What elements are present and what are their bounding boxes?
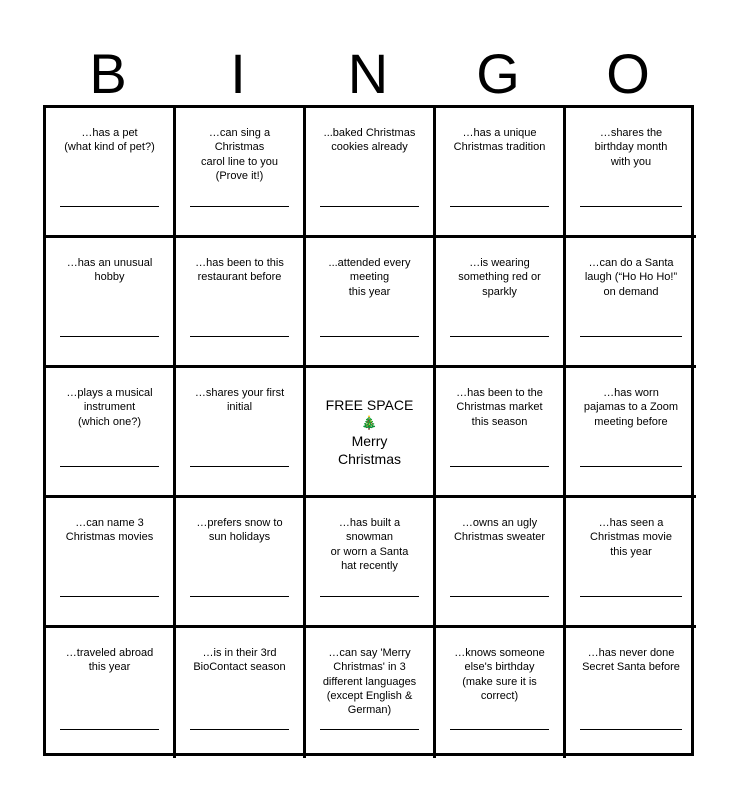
free-space-content (310, 396, 429, 468)
bingo-cell (566, 108, 696, 238)
signature-line (60, 729, 159, 730)
bingo-cell-prompt: ...attended every meeting this year (328, 257, 411, 298)
signature-line (60, 336, 159, 337)
header-letter-i: I (230, 42, 246, 105)
signature-line (190, 466, 289, 467)
header-letter-g: G (476, 42, 520, 105)
bingo-cell-prompt: …has been to this restaurant before (195, 257, 284, 284)
bingo-cell (306, 108, 436, 238)
signature-line (190, 596, 289, 597)
bingo-cell (566, 498, 696, 628)
signature-line (450, 206, 549, 207)
bingo-cell-prompt: …has never done Secret Santa before (582, 647, 680, 674)
bingo-cell-prompt: …plays a musical instrument (which one?) (66, 387, 153, 428)
bingo-cell-prompt: …can say 'Merry Christmas' in 3 different languages (except English & German) (322, 647, 417, 717)
bingo-cell-prompt: …prefers snow to sun holidays (196, 517, 283, 544)
bingo-cell (176, 368, 306, 498)
bingo-cell-prompt: …has worn pajamas to a Zoom meeting before (583, 387, 679, 428)
signature-line (320, 206, 419, 207)
bingo-cell-prompt: …is in their 3rd BioContact season (193, 647, 286, 674)
bingo-cell (176, 628, 306, 758)
bingo-cell (46, 368, 176, 498)
bingo-cell-prompt: …traveled abroad this year (65, 647, 154, 674)
bingo-cell (46, 628, 176, 758)
header-letter-b: B (89, 42, 127, 105)
bingo-cell-prompt: …owns an ugly Christmas sweater (453, 517, 546, 544)
bingo-cell-prompt: …can sing a Christmas carol line to you (Prove it!) (200, 127, 279, 182)
bingo-cell (566, 628, 696, 758)
bingo-cell (436, 368, 566, 498)
signature-line (580, 336, 682, 337)
bingo-cell (436, 108, 566, 238)
signature-line (450, 336, 549, 337)
bingo-cell (566, 368, 696, 498)
signature-line (320, 336, 419, 337)
bingo-cell (176, 498, 306, 628)
bingo-cell (46, 108, 176, 238)
signature-line (450, 596, 549, 597)
bingo-cell (436, 238, 566, 368)
bingo-cell (436, 498, 566, 628)
free-space-label: FREE SPACE (325, 397, 414, 413)
signature-line (60, 596, 159, 597)
bingo-cell-prompt: …has seen a Christmas movie this year (590, 517, 672, 558)
signature-line (60, 466, 159, 467)
signature-line (320, 729, 419, 730)
signature-line (580, 729, 682, 730)
bingo-cell-prompt: …has a pet (what kind of pet?) (64, 127, 155, 154)
bingo-cell-prompt: …has built a snowman or worn a Santa hat recently (330, 517, 409, 572)
bingo-cell-prompt: …knows someone else's birthday (make sure it is correct) (454, 647, 545, 702)
signature-line (190, 206, 289, 207)
signature-line (450, 729, 549, 730)
signature-line (60, 206, 159, 207)
free-space-text: Merry Christmas (337, 433, 401, 467)
bingo-cell-prompt: …has a unique Christmas tradition (453, 127, 546, 154)
free-space-cell (306, 368, 436, 498)
bingo-cell (176, 108, 306, 238)
bingo-cell (306, 498, 436, 628)
signature-line (580, 596, 682, 597)
bingo-cell-prompt: …has an unusual hobby (66, 257, 153, 284)
bingo-cell-prompt: …shares the birthday month with you (594, 127, 668, 168)
bingo-cell (436, 628, 566, 758)
christmas-tree-icon: 🎄 (361, 415, 378, 430)
bingo-cell (566, 238, 696, 368)
bingo-board (43, 105, 694, 756)
bingo-header (43, 44, 694, 104)
signature-line (580, 466, 682, 467)
bingo-cell (46, 498, 176, 628)
bingo-cell-prompt: …is wearing something red or sparkly (458, 257, 541, 298)
bingo-cell-prompt: …has been to the Christmas market this season (456, 387, 543, 428)
bingo-cell (46, 238, 176, 368)
bingo-cell-prompt: …can do a Santa laugh (“Ho Ho Ho!” on demand (584, 257, 678, 298)
bingo-cell (306, 238, 436, 368)
bingo-cell (176, 238, 306, 368)
bingo-cell-prompt: …can name 3 Christmas movies (65, 517, 154, 544)
signature-line (320, 596, 419, 597)
signature-line (190, 729, 289, 730)
bingo-cell-prompt: ...baked Christmas cookies already (323, 127, 416, 154)
header-letter-o: O (606, 42, 650, 105)
signature-line (580, 206, 682, 207)
bingo-cell (306, 628, 436, 758)
signature-line (450, 466, 549, 467)
header-letter-n: N (347, 42, 389, 105)
signature-line (190, 336, 289, 337)
bingo-cell-prompt: …shares your first initial (194, 387, 285, 414)
